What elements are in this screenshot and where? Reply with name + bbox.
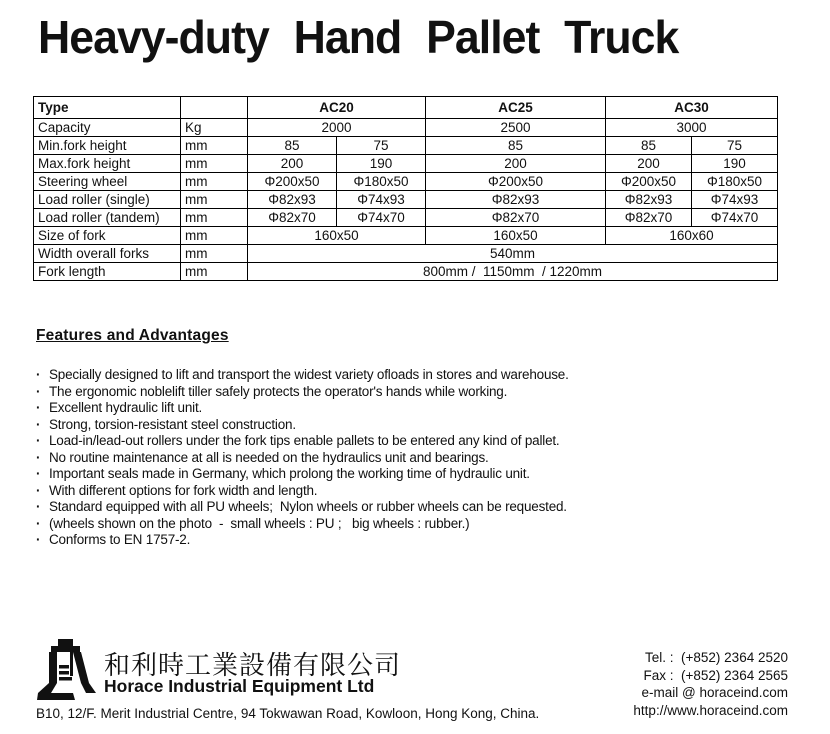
tel-line: Tel. : (+852) 2364 2520: [645, 650, 788, 665]
spec-row-max-fork-height: [34, 155, 778, 173]
list-item: [36, 400, 806, 417]
spec-cell-value: Φ82x70: [606, 209, 692, 227]
spec-cell-value: Φ74x93: [337, 191, 426, 209]
feature-text: Excellent hydraulic lift unit.: [49, 400, 203, 415]
bullet-icon: ·: [36, 515, 41, 531]
spec-cell-value: Φ82x93: [606, 191, 692, 209]
feature-text: Strong, torsion-resistant steel construction.: [49, 416, 296, 432]
spec-cell-value: Φ74x70: [337, 209, 426, 227]
spec-row-steering-wheel: [34, 173, 778, 191]
spec-cell-value: 85: [606, 137, 692, 155]
spec-row-min-fork-height: [34, 137, 778, 155]
spec-cell-value: Φ82x93: [248, 191, 337, 209]
spec-cell-model-ac25: AC25: [426, 97, 606, 119]
spec-cell-value: 2500: [426, 119, 606, 137]
bullet-icon: ·: [36, 482, 41, 498]
spec-cell-label: Steering wheel: [34, 173, 181, 191]
spec-cell-type-label: Type: [34, 97, 181, 119]
bullet-icon: ·: [36, 449, 41, 465]
feature-text: Specially designed to lift and transport the widest variety ofloads in stores and warehouse.: [49, 367, 569, 382]
spec-cell-value: Φ82x70: [426, 209, 606, 227]
spec-cell-value: Φ74x70: [692, 209, 778, 227]
spec-cell-value: Φ74x93: [692, 191, 778, 209]
spec-row-load-roller-tandem: [34, 209, 778, 227]
contact-block: [633, 649, 788, 719]
email-line: e-mail @ horaceind.com: [641, 685, 788, 700]
spec-cell-unit: mm: [181, 155, 248, 173]
list-item: [36, 499, 806, 516]
spec-cell-label: Max.fork height: [34, 155, 181, 173]
bullet-icon: ·: [36, 416, 41, 432]
spec-row-load-roller-single: [34, 191, 778, 209]
website-line: http://www.horaceind.com: [633, 702, 788, 718]
spec-cell-unit: mm: [181, 191, 248, 209]
spec-cell-value: Φ200x50: [248, 173, 337, 191]
spec-cell-unit: mm: [181, 209, 248, 227]
spec-cell-unit: mm: [181, 227, 248, 245]
spec-cell-value: Φ82x93: [426, 191, 606, 209]
spec-cell-label: Size of fork: [34, 227, 181, 245]
spec-cell-value: Φ180x50: [692, 173, 778, 191]
features-section: [36, 327, 806, 549]
spec-cell-unit: mm: [181, 263, 248, 281]
spec-cell-value: 85: [248, 137, 337, 155]
spec-cell-label: Fork length: [34, 263, 181, 281]
spec-cell-model-ac30: AC30: [606, 97, 778, 119]
spec-cell-label: Load roller (tandem): [34, 209, 181, 227]
feature-text: No routine maintenance at all is needed on the hydraulics unit and bearings.: [49, 449, 489, 465]
spec-cell-value: 200: [248, 155, 337, 173]
company-name-english: Horace Industrial Equipment Ltd: [104, 676, 375, 696]
spec-cell-unit: mm: [181, 245, 248, 263]
spec-cell-label: Load roller (single): [34, 191, 181, 209]
feature-text: Conforms to EN 1757-2.: [49, 532, 191, 547]
spec-cell-value: 190: [337, 155, 426, 173]
bullet-icon: ·: [36, 367, 41, 382]
spec-cell-value: Φ200x50: [426, 173, 606, 191]
company-logo-icon: [37, 639, 97, 701]
spec-cell-value: 200: [426, 155, 606, 173]
company-name-chinese: 和利時工業設備有限公司: [104, 650, 402, 680]
spec-header-row: [34, 97, 778, 119]
spec-cell-value: Φ180x50: [337, 173, 426, 191]
bullet-icon: ·: [36, 532, 41, 547]
bullet-icon: ·: [36, 433, 41, 448]
bullet-icon: ·: [36, 383, 41, 399]
spec-cell-value: 540mm: [248, 245, 778, 263]
spec-cell-unit: Kg: [181, 119, 248, 137]
list-item: [36, 516, 806, 533]
spec-row-size-of-fork: [34, 227, 778, 245]
feature-text: Load-in/lead-out rollers under the fork tips enable pallets to be entered any kind of pallet.: [49, 433, 560, 448]
spec-cell-value: 800mm / 1150mm / 1220mm: [248, 263, 778, 281]
spec-cell-value: 160x50: [426, 227, 606, 245]
spec-cell-label: Min.fork height: [34, 137, 181, 155]
spec-cell-value: 160x60: [606, 227, 778, 245]
fax-line: Fax : (+852) 2364 2565: [643, 667, 788, 683]
list-item: [36, 417, 806, 434]
feature-text: Standard equipped with all PU wheels; Nylon wheels or rubber wheels can be requested.: [49, 499, 567, 514]
spec-cell-value: 190: [692, 155, 778, 173]
spec-row-capacity: [34, 119, 778, 137]
list-item: [36, 433, 806, 450]
spec-cell-value: Φ200x50: [606, 173, 692, 191]
list-item: [36, 483, 806, 500]
spec-cell-value: 3000: [606, 119, 778, 137]
bullet-icon: ·: [36, 499, 41, 514]
spec-cell-unit-empty: [181, 97, 248, 119]
list-item: [36, 532, 806, 549]
spec-row-width-overall-forks: [34, 245, 778, 263]
spec-cell-value: 2000: [248, 119, 426, 137]
list-item: [36, 367, 806, 384]
spec-cell-value: 75: [337, 137, 426, 155]
feature-text: The ergonomic noblelift tiller safely protects the operator's hands while working.: [49, 383, 508, 399]
spec-cell-model-ac20: AC20: [248, 97, 426, 119]
spec-cell-label: Width overall forks: [34, 245, 181, 263]
spec-cell-value: Φ82x70: [248, 209, 337, 227]
spec-cell-label: Capacity: [34, 119, 181, 137]
company-address: B10, 12/F. Merit Industrial Centre, 94 Tokwawan Road, Kowloon, Hong Kong, China.: [36, 706, 540, 721]
spec-cell-unit: mm: [181, 137, 248, 155]
spec-cell-unit: mm: [181, 173, 248, 191]
spec-row-fork-length: [34, 263, 778, 281]
spec-cell-value: 75: [692, 137, 778, 155]
spec-cell-value: 160x50: [248, 227, 426, 245]
bullet-icon: ·: [36, 400, 41, 415]
feature-list: [36, 367, 806, 549]
spec-table-container: [33, 96, 778, 281]
spec-table: [33, 96, 778, 281]
list-item: [36, 466, 806, 483]
bullet-icon: ·: [36, 466, 41, 481]
feature-text: With different options for fork width and length.: [49, 482, 318, 498]
feature-text: (wheels shown on the photo - small wheels : PU ; big wheels : rubber.): [49, 515, 470, 531]
features-heading: Features and Advantages: [36, 327, 229, 344]
list-item: [36, 384, 806, 401]
feature-text: Important seals made in Germany, which prolong the working time of hydraulic unit.: [49, 466, 530, 481]
spec-cell-value: 85: [426, 137, 606, 155]
page-title: Heavy-duty Hand Pallet Truck: [38, 11, 679, 63]
list-item: [36, 450, 806, 467]
spec-cell-value: 200: [606, 155, 692, 173]
